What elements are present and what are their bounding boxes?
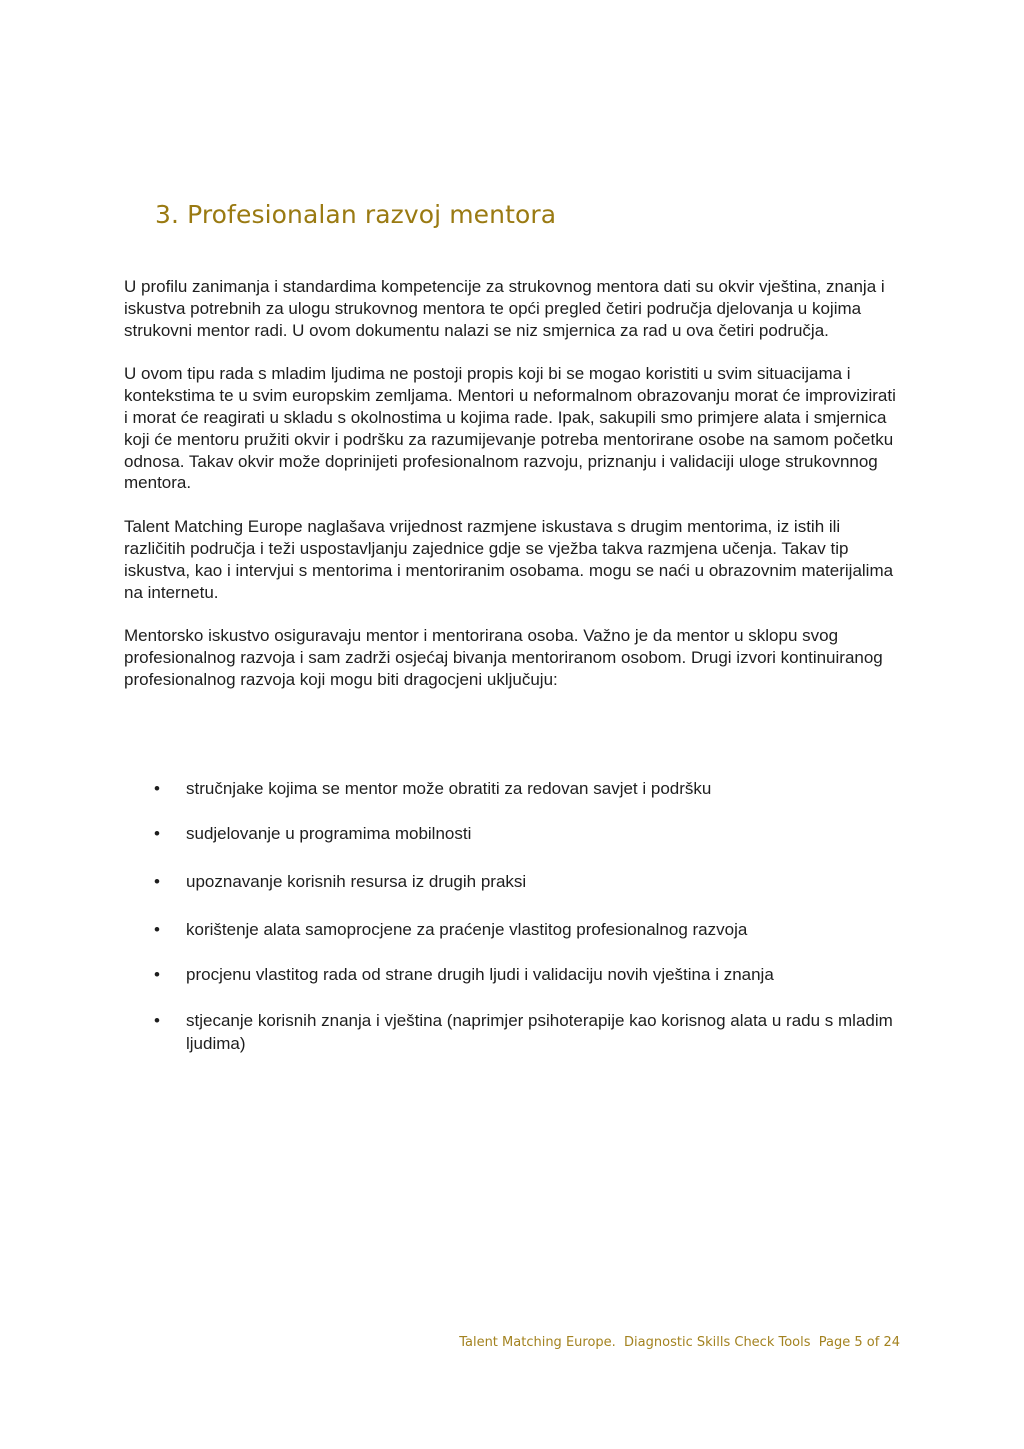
list-item bbox=[152, 822, 904, 870]
sources-list bbox=[152, 777, 904, 1055]
list-item-text: korištenje alata samoprocjene za praćenje vlastitog profesionalnog razvoja bbox=[186, 920, 748, 939]
list-item-text: stručnjake kojima se mentor može obratiti za redovan savjet i podršku bbox=[186, 779, 712, 798]
list-item-text: stjecanje korisnih znanja i vještina (naprimjer psihoterapije kao korisnog alata u radu s mladim ljudima) bbox=[186, 1011, 893, 1053]
list-item bbox=[152, 1009, 904, 1055]
list-item bbox=[152, 963, 904, 1009]
bullet-icon: • bbox=[154, 779, 160, 798]
bullet-icon: • bbox=[154, 920, 160, 939]
list-item bbox=[152, 918, 904, 963]
list-item-text: upoznavanje korisnih resursa iz drugih praksi bbox=[186, 872, 527, 891]
paragraph-intro: U profilu zanimanja i standardima kompetencije za strukovnog mentora dati su okvir vještina, znanja i iskustva potrebnih za ulogu strukovnog mentora te opći pregled četiri područja djelovanja u kojima strukovni mentor radi. U ovom dokumentu nalazi se niz smjernica za rad u ova četiri područja. bbox=[124, 277, 885, 340]
list-item-text: procjenu vlastitog rada od strane drugih ljudi i validaciju novih vještina i znanja bbox=[186, 965, 774, 984]
list-item bbox=[152, 870, 904, 918]
bullet-icon: • bbox=[154, 824, 160, 843]
paragraph-no-regulation: U ovom tipu rada s mladim ljudima ne postoji propis koji bi se mogao koristiti u svim situacijama i kontekstima te u svim europskim zemljama. Mentori u neformalnom obrazovanju morat će improvizirati i morat će reagirati u skladu s okolnostima u kojima rade. Ipak, sakupili smo primjere alata i smjernica koji će mentoru pružiti okvir i podršku za razumijevanje potreba mentorirane osobe na samom početku odnosa. Takav okvir može doprinijeti profesionalnom razvoju, priznanju i validaciji uloge strukovnnog mentora. bbox=[124, 364, 896, 493]
paragraph-exchange: Talent Matching Europe naglašava vrijednost razmjene iskustava s drugim mentorima, iz istih ili različitih područja i teži uspostavljanju zajednice gdje se vježba takva razmjena učenja. Takav tip iskustva, kao i intervjui s mentorima i mentoriranim osobama. mogu se naći u obrazovnim materijalima na internetu. bbox=[124, 517, 894, 602]
body-text bbox=[124, 276, 904, 713]
paragraph-mentoring-experience: Mentorsko iskustvo osiguravaju mentor i mentorirana osoba. Važno je da mentor u sklopu svog profesionalnog razvoja i sam zadrži osjećaj bivanja mentoriranom osobom. Drugi izvori kontinuiranog profesionalnog razvoja koji mogu biti dragocjeni uključuju: bbox=[124, 626, 883, 689]
bullet-icon: • bbox=[154, 965, 160, 984]
bullet-icon: • bbox=[154, 872, 160, 891]
bullet-icon: • bbox=[154, 1011, 160, 1030]
list-item-text: sudjelovanje u programima mobilnosti bbox=[186, 824, 472, 843]
list-item bbox=[152, 777, 904, 822]
section-heading: 3. Profesionalan razvoj mentora bbox=[155, 200, 557, 229]
page-footer: Talent Matching Europe. Diagnostic Skills Check Tools Page 5 of 24 bbox=[459, 1335, 900, 1350]
